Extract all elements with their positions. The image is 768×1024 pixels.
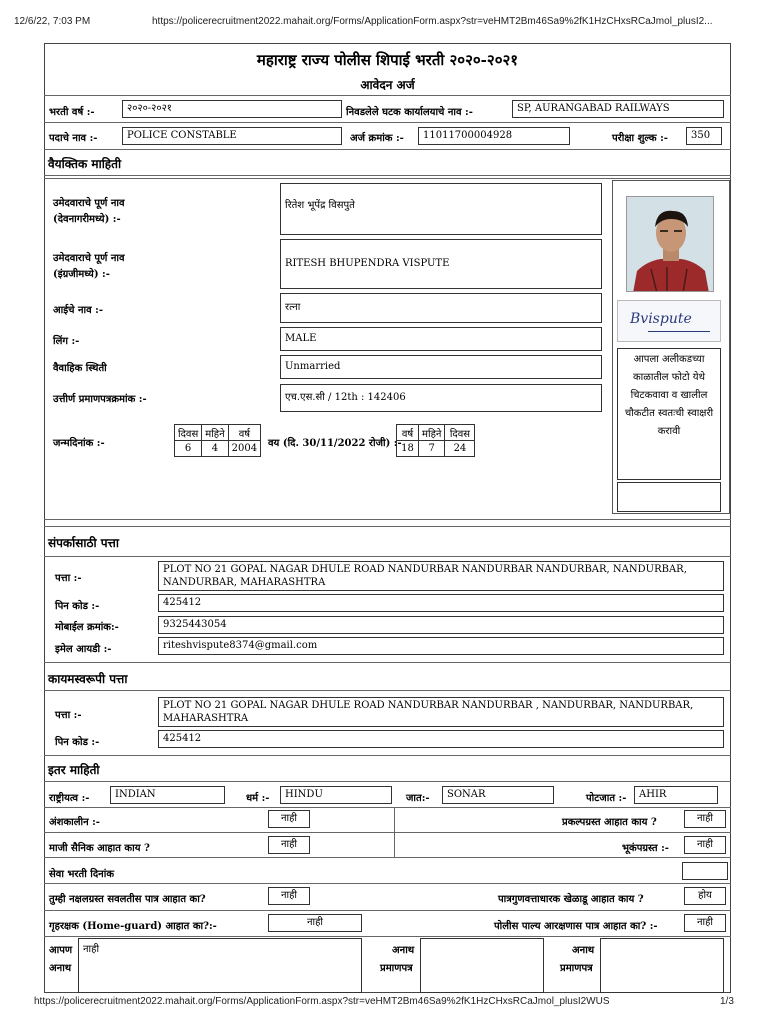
dob-day: 6	[175, 441, 202, 457]
part-time-value: नाही	[268, 810, 310, 828]
signature-text: Bvispute	[630, 311, 692, 327]
recruitment-year-label: भरती वर्ष :-	[49, 107, 95, 118]
fee-value: 350	[686, 127, 722, 145]
naxal-label: तुम्ही नक्षलग्रस्त सवलतीस पात्र आहात का?	[49, 894, 206, 905]
dob-year: 2004	[228, 441, 260, 457]
orphan-certificate2-box	[600, 938, 724, 993]
name-devanagari-label-line1: उमेदवाराचे पूर्ण नाव	[53, 198, 125, 209]
candidate-photo	[626, 196, 714, 292]
orphan-value: नाही	[78, 938, 362, 993]
dob-table	[174, 424, 261, 457]
caste-value: SONAR	[442, 786, 554, 804]
name-english-label-line2: (इंग्रजीमध्ये) :-	[53, 269, 110, 280]
orphan-certificate-box	[420, 938, 544, 993]
project-affected-value: नाही	[684, 810, 726, 828]
form-title: महाराष्ट्र राज्य पोलीस शिपाई भरती २०२०-२०२१	[256, 51, 519, 69]
permanent-pin-label: पिन कोड :-	[55, 737, 100, 748]
form-subtitle: आवेदन अर्ज	[360, 78, 415, 92]
police-child-value: नाही	[684, 914, 726, 932]
earthquake-affected-value: नाही	[684, 836, 726, 854]
ex-serviceman-label: माजी सैनिक आहात काय ?	[49, 843, 150, 854]
age-header-month: महिने	[419, 425, 445, 441]
naxal-value: नाही	[268, 887, 310, 905]
certificate-number-label: उत्तीर्ण प्रमाणपत्रक्रमांक :-	[53, 394, 147, 405]
print-datetime: 12/6/22, 7:03 PM	[14, 16, 91, 27]
name-english-value: RITESH BHUPENDRA VISPUTE	[280, 239, 602, 289]
dob-header-day: दिवस	[175, 425, 202, 441]
name-devanagari-label-line2: (देवनागरीमध्ये) :-	[53, 214, 121, 225]
other-info-heading: इतर माहिती	[48, 763, 100, 777]
contact-address-value: PLOT NO 21 GOPAL NAGAR DHULE ROAD NANDURBAR NANDURBAR NANDURBAR, NANDURBAR, NANDURBAR, MAHARASHTRA	[158, 561, 724, 591]
subcaste-label: पोटजात :-	[586, 793, 627, 804]
marital-status-label: वैवाहिक स्थिती	[53, 363, 107, 374]
fee-label: परीक्षा शुल्क :-	[612, 133, 668, 144]
permanent-pin-value: 425412	[158, 730, 724, 748]
orphan-certificate-label-line1: अनाथ	[392, 945, 415, 956]
permanent-address-value: PLOT NO 21 GOPAL NAGAR DHULE ROAD NANDURBAR NANDURBAR , NANDURBAR, NANDURBAR, MAHARASHTRA	[158, 697, 724, 727]
dob-header-year: वर्ष	[228, 425, 260, 441]
orphan-certificate-label-line2: प्रमाणपत्र	[380, 963, 413, 974]
permanent-address-heading: कायमस्वरूपी पत्ता	[48, 672, 128, 686]
contact-address-heading: संपर्कासाठी पत्ता	[48, 536, 119, 550]
unit-value: SP, AURANGABAD RAILWAYS	[512, 100, 724, 118]
orphan-certificate2-label-line2: प्रमाणपत्र	[560, 963, 593, 974]
police-child-label: पोलीस पाल्य आरक्षणास पात्र आहात का? :-	[494, 921, 658, 932]
religion-label: धर्म :-	[246, 793, 270, 804]
gender-label: लिंग :-	[53, 336, 80, 347]
part-time-label: अंशकालीन :-	[49, 817, 100, 828]
sportsperson-label: पात्रगुणवत्ताधारक खेळाडू आहात काय ?	[498, 894, 644, 905]
religion-value: HINDU	[280, 786, 392, 804]
age-table	[396, 424, 475, 457]
subcaste-value: AHIR	[634, 786, 718, 804]
mother-name-label: आईचे नाव :-	[53, 305, 103, 316]
orphan-certificate2-label-line1: अनाथ	[572, 945, 595, 956]
personal-info-heading: वैयक्तिक माहिती	[48, 157, 122, 171]
post-value: POLICE CONSTABLE	[122, 127, 342, 145]
age-label: वय (दि. 30/11/2022 रोजी) :-	[268, 438, 402, 449]
application-number-label: अर्ज क्रमांक :-	[350, 133, 404, 144]
ex-serviceman-value: नाही	[268, 836, 310, 854]
gender-value: MALE	[280, 327, 602, 351]
name-devanagari-value: रितेश भूपेंद्र विसपुते	[280, 183, 602, 235]
post-label: पदाचे नाव :-	[49, 133, 98, 144]
orphan-label-line1: आपण	[49, 945, 73, 956]
signature-empty-box	[617, 482, 721, 512]
nationality-label: राष्ट्रीयत्व :-	[49, 793, 90, 804]
age-header-year: वर्ष	[397, 425, 419, 441]
contact-pin-label: पिन कोड :-	[55, 601, 100, 612]
email-value: riteshvispute8374@gmail.com	[158, 637, 724, 655]
service-date-label: सेवा भरती दिनांक	[49, 869, 115, 880]
age-days: 24	[445, 441, 475, 457]
print-url-top: https://policerecruitment2022.mahait.org/Forms/ApplicationForm.aspx?str=veHMT2Bm46Sa9%2fK1HzCHxsRCaJmol_plusI2...	[152, 16, 713, 27]
mother-name-value: रत्ना	[280, 293, 602, 323]
age-months: 7	[419, 441, 445, 457]
marital-status-value: Unmarried	[280, 355, 602, 379]
dob-month: 4	[202, 441, 228, 457]
contact-address-label: पत्ता :-	[55, 573, 82, 584]
nationality-value: INDIAN	[110, 786, 225, 804]
caste-label: जात:-	[406, 793, 430, 804]
orphan-label-line2: अनाथ	[49, 963, 72, 974]
service-date-value	[682, 862, 728, 880]
dob-label: जन्मदिनांक :-	[53, 438, 105, 449]
sportsperson-value: होय	[684, 887, 726, 905]
home-guard-value: नाही	[268, 914, 362, 932]
mobile-label: मोबाईल क्रमांक:-	[55, 622, 119, 633]
mobile-value: 9325443054	[158, 616, 724, 634]
permanent-address-label: पत्ता :-	[55, 710, 82, 721]
home-guard-label: गृहरक्षक (Home-guard) आहात का?:-	[49, 921, 217, 932]
print-url-bottom: https://policerecruitment2022.mahait.org/Forms/ApplicationForm.aspx?str=veHMT2Bm46Sa9%2fK1HzCHxsRCaJmol_plusI2WUS	[34, 996, 610, 1007]
application-number-value: 11011700004928	[418, 127, 570, 145]
age-header-day: दिवस	[445, 425, 475, 441]
contact-pin-value: 425412	[158, 594, 724, 612]
recruitment-year-value: २०२०-२०२१	[122, 100, 342, 118]
signature-box	[617, 300, 721, 342]
certificate-number-value: एच.एस.सी / 12th : 142406	[280, 384, 602, 412]
project-affected-label: प्रकल्पग्रस्त आहात काय ?	[562, 817, 657, 828]
photo-instruction: आपला अलीकडच्या काळातील फोटो येथे चिटकवावा व खालील चौकटीत स्वतःची स्वाक्षरी करावी	[617, 348, 721, 480]
unit-label: निवडलेले घटक कार्यालयाचे नाव :-	[346, 107, 473, 118]
email-label: इमेल आयडी :-	[55, 644, 112, 655]
dob-header-month: महिने	[202, 425, 228, 441]
name-english-label-line1: उमेदवाराचे पूर्ण नाव	[53, 253, 125, 264]
earthquake-affected-label: भूकंपग्रस्त :-	[622, 843, 669, 854]
age-years: 18	[397, 441, 419, 457]
print-page-number: 1/3	[720, 996, 734, 1007]
